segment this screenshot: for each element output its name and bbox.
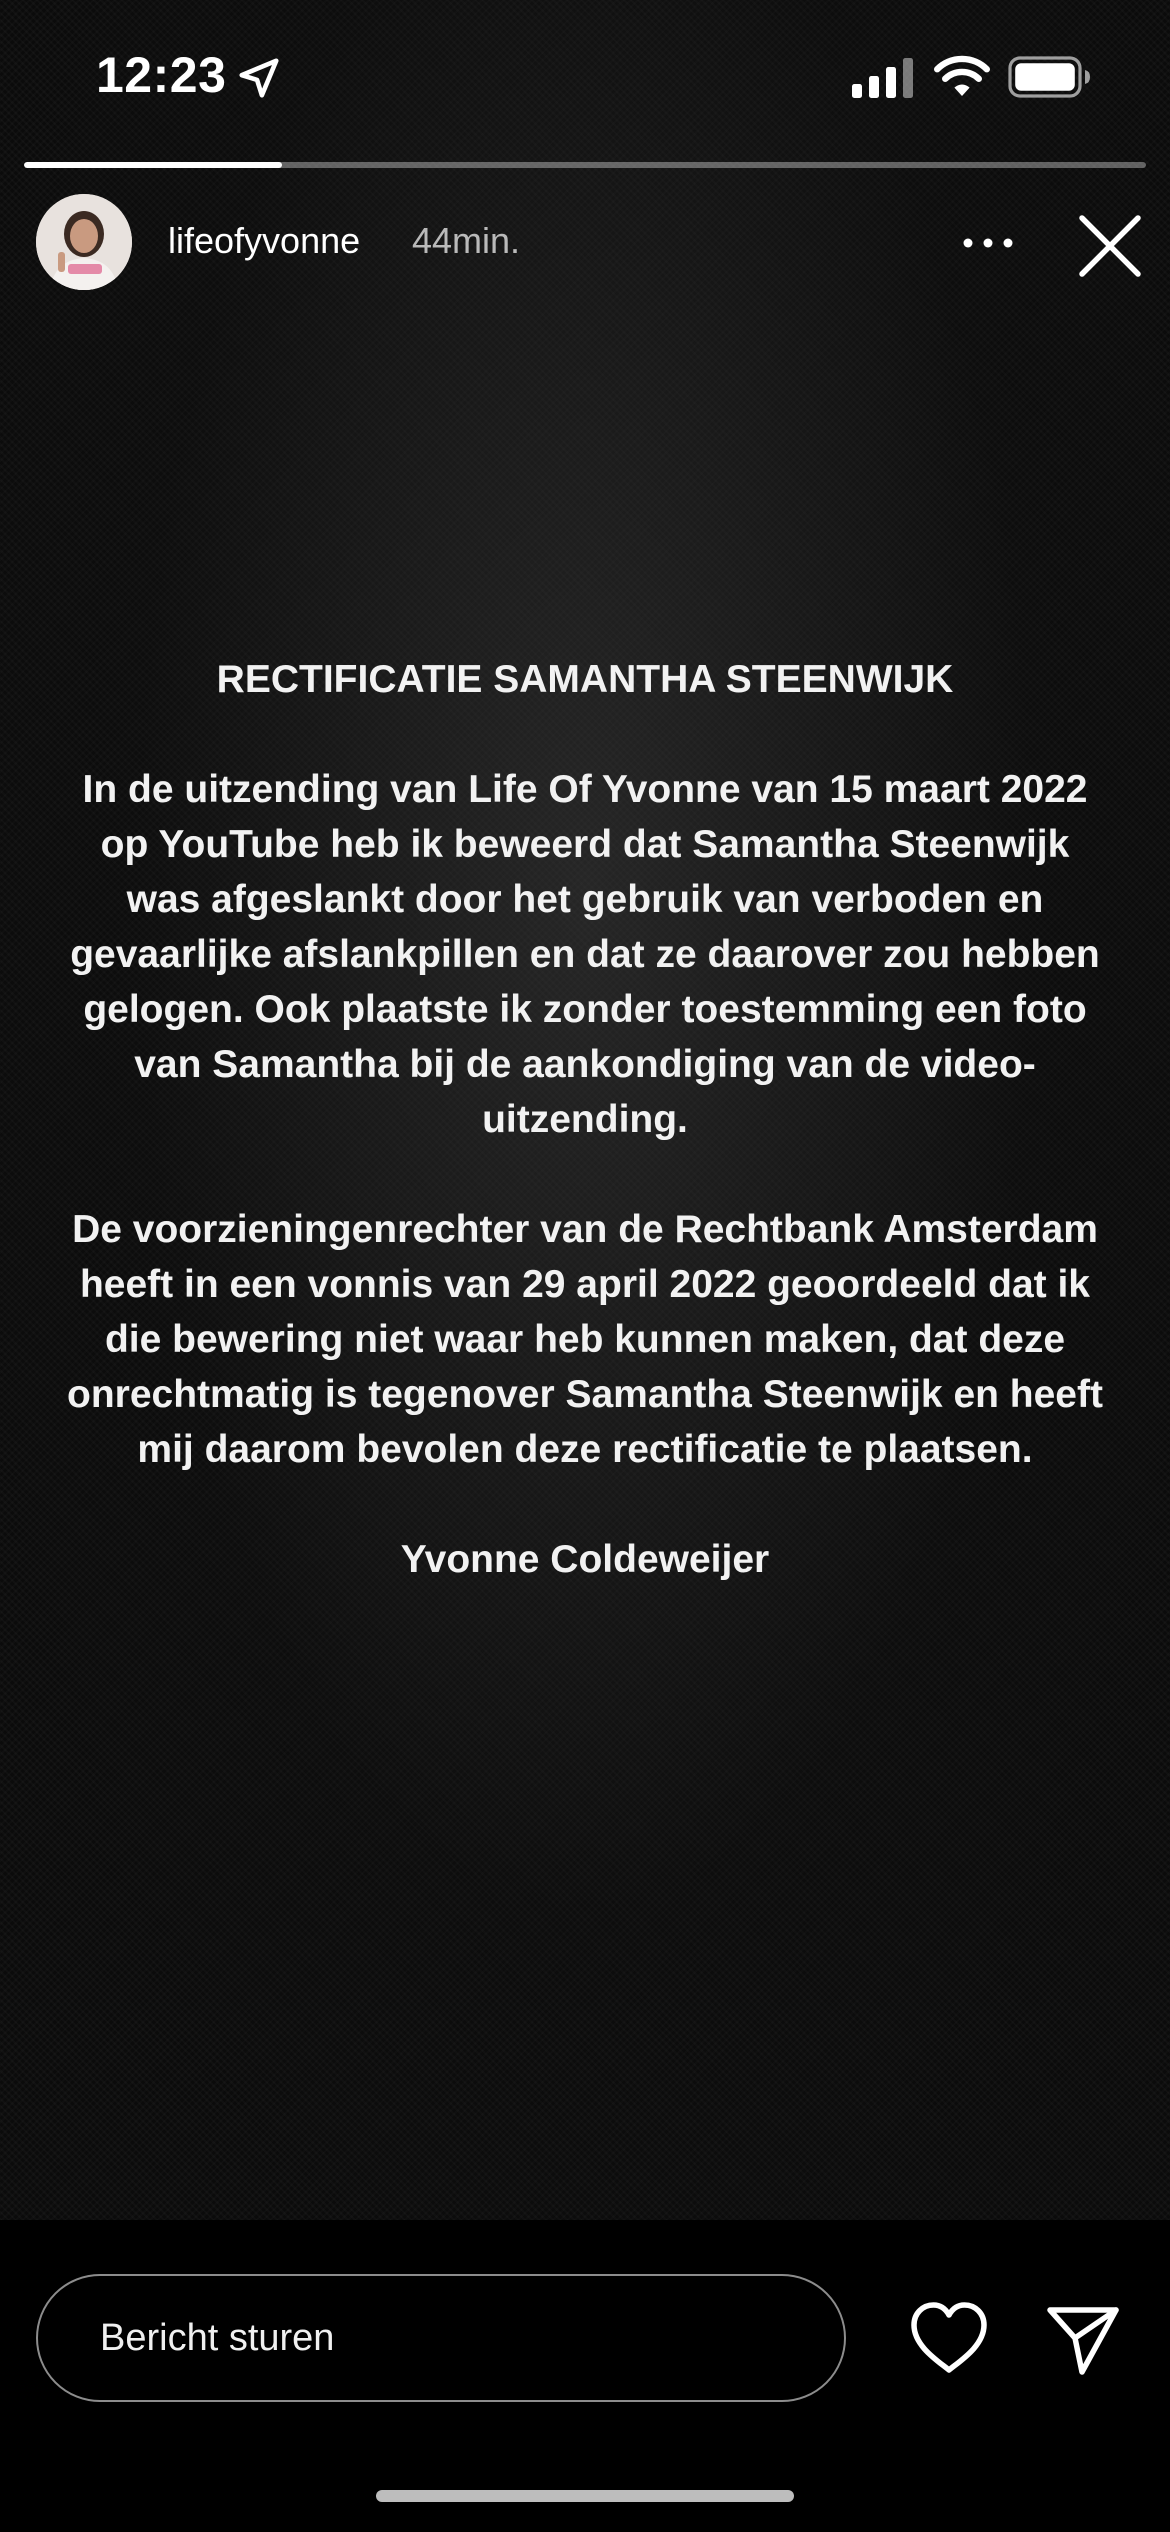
more-options-icon[interactable] — [958, 218, 1018, 268]
heart-icon[interactable] — [908, 2300, 990, 2376]
status-time: 12:23 — [96, 47, 227, 103]
close-icon[interactable] — [1074, 210, 1146, 282]
send-icon[interactable] — [1044, 2300, 1122, 2378]
story-signature: Yvonne Coldeweijer — [400, 1538, 770, 1581]
status-bar — [0, 0, 1170, 150]
story-paragraph-2: De voorzieningenrechter van de Rechtbank Amsterdam heeft in een vonnis van 29 april 2022 geoordeeld dat ik die bewering niet waar heb kunnen maken, dat deze onrechtmatig is tegenover Samantha Steenwijk en heeft mij daarom bevolen deze rectificatie te plaatsen. — [67, 1208, 1103, 1471]
story-timestamp: 44min. — [412, 220, 521, 261]
location-arrow-icon — [236, 55, 282, 101]
story-progress-bar — [24, 162, 1146, 168]
story-username[interactable]: lifeofyvonne — [168, 220, 361, 261]
battery-icon — [1008, 56, 1092, 98]
message-input[interactable] — [36, 2274, 846, 2402]
story-progress-fill — [24, 162, 282, 168]
story-text-content — [60, 652, 1110, 1587]
wifi-icon — [934, 54, 990, 98]
home-indicator[interactable] — [376, 2490, 794, 2502]
story-paragraph-1: In de uitzending van Life Of Yvonne van 15 maart 2022 op YouTube heb ik beweerd dat Samantha Steenwijk was afgeslankt door het gebruik van verboden en gevaarlijke afslankpillen en dat ze daarover zou hebben gelogen. Ook plaatste ik zonder toestemming een foto van Samantha bij de aankondiging van de video-uitzending. — [70, 768, 1100, 1141]
story-title: RECTIFICATIE SAMANTHA STEENWIJK — [216, 658, 954, 701]
cellular-signal-icon — [852, 58, 914, 98]
avatar-photo — [36, 194, 132, 290]
avatar[interactable] — [36, 194, 132, 290]
